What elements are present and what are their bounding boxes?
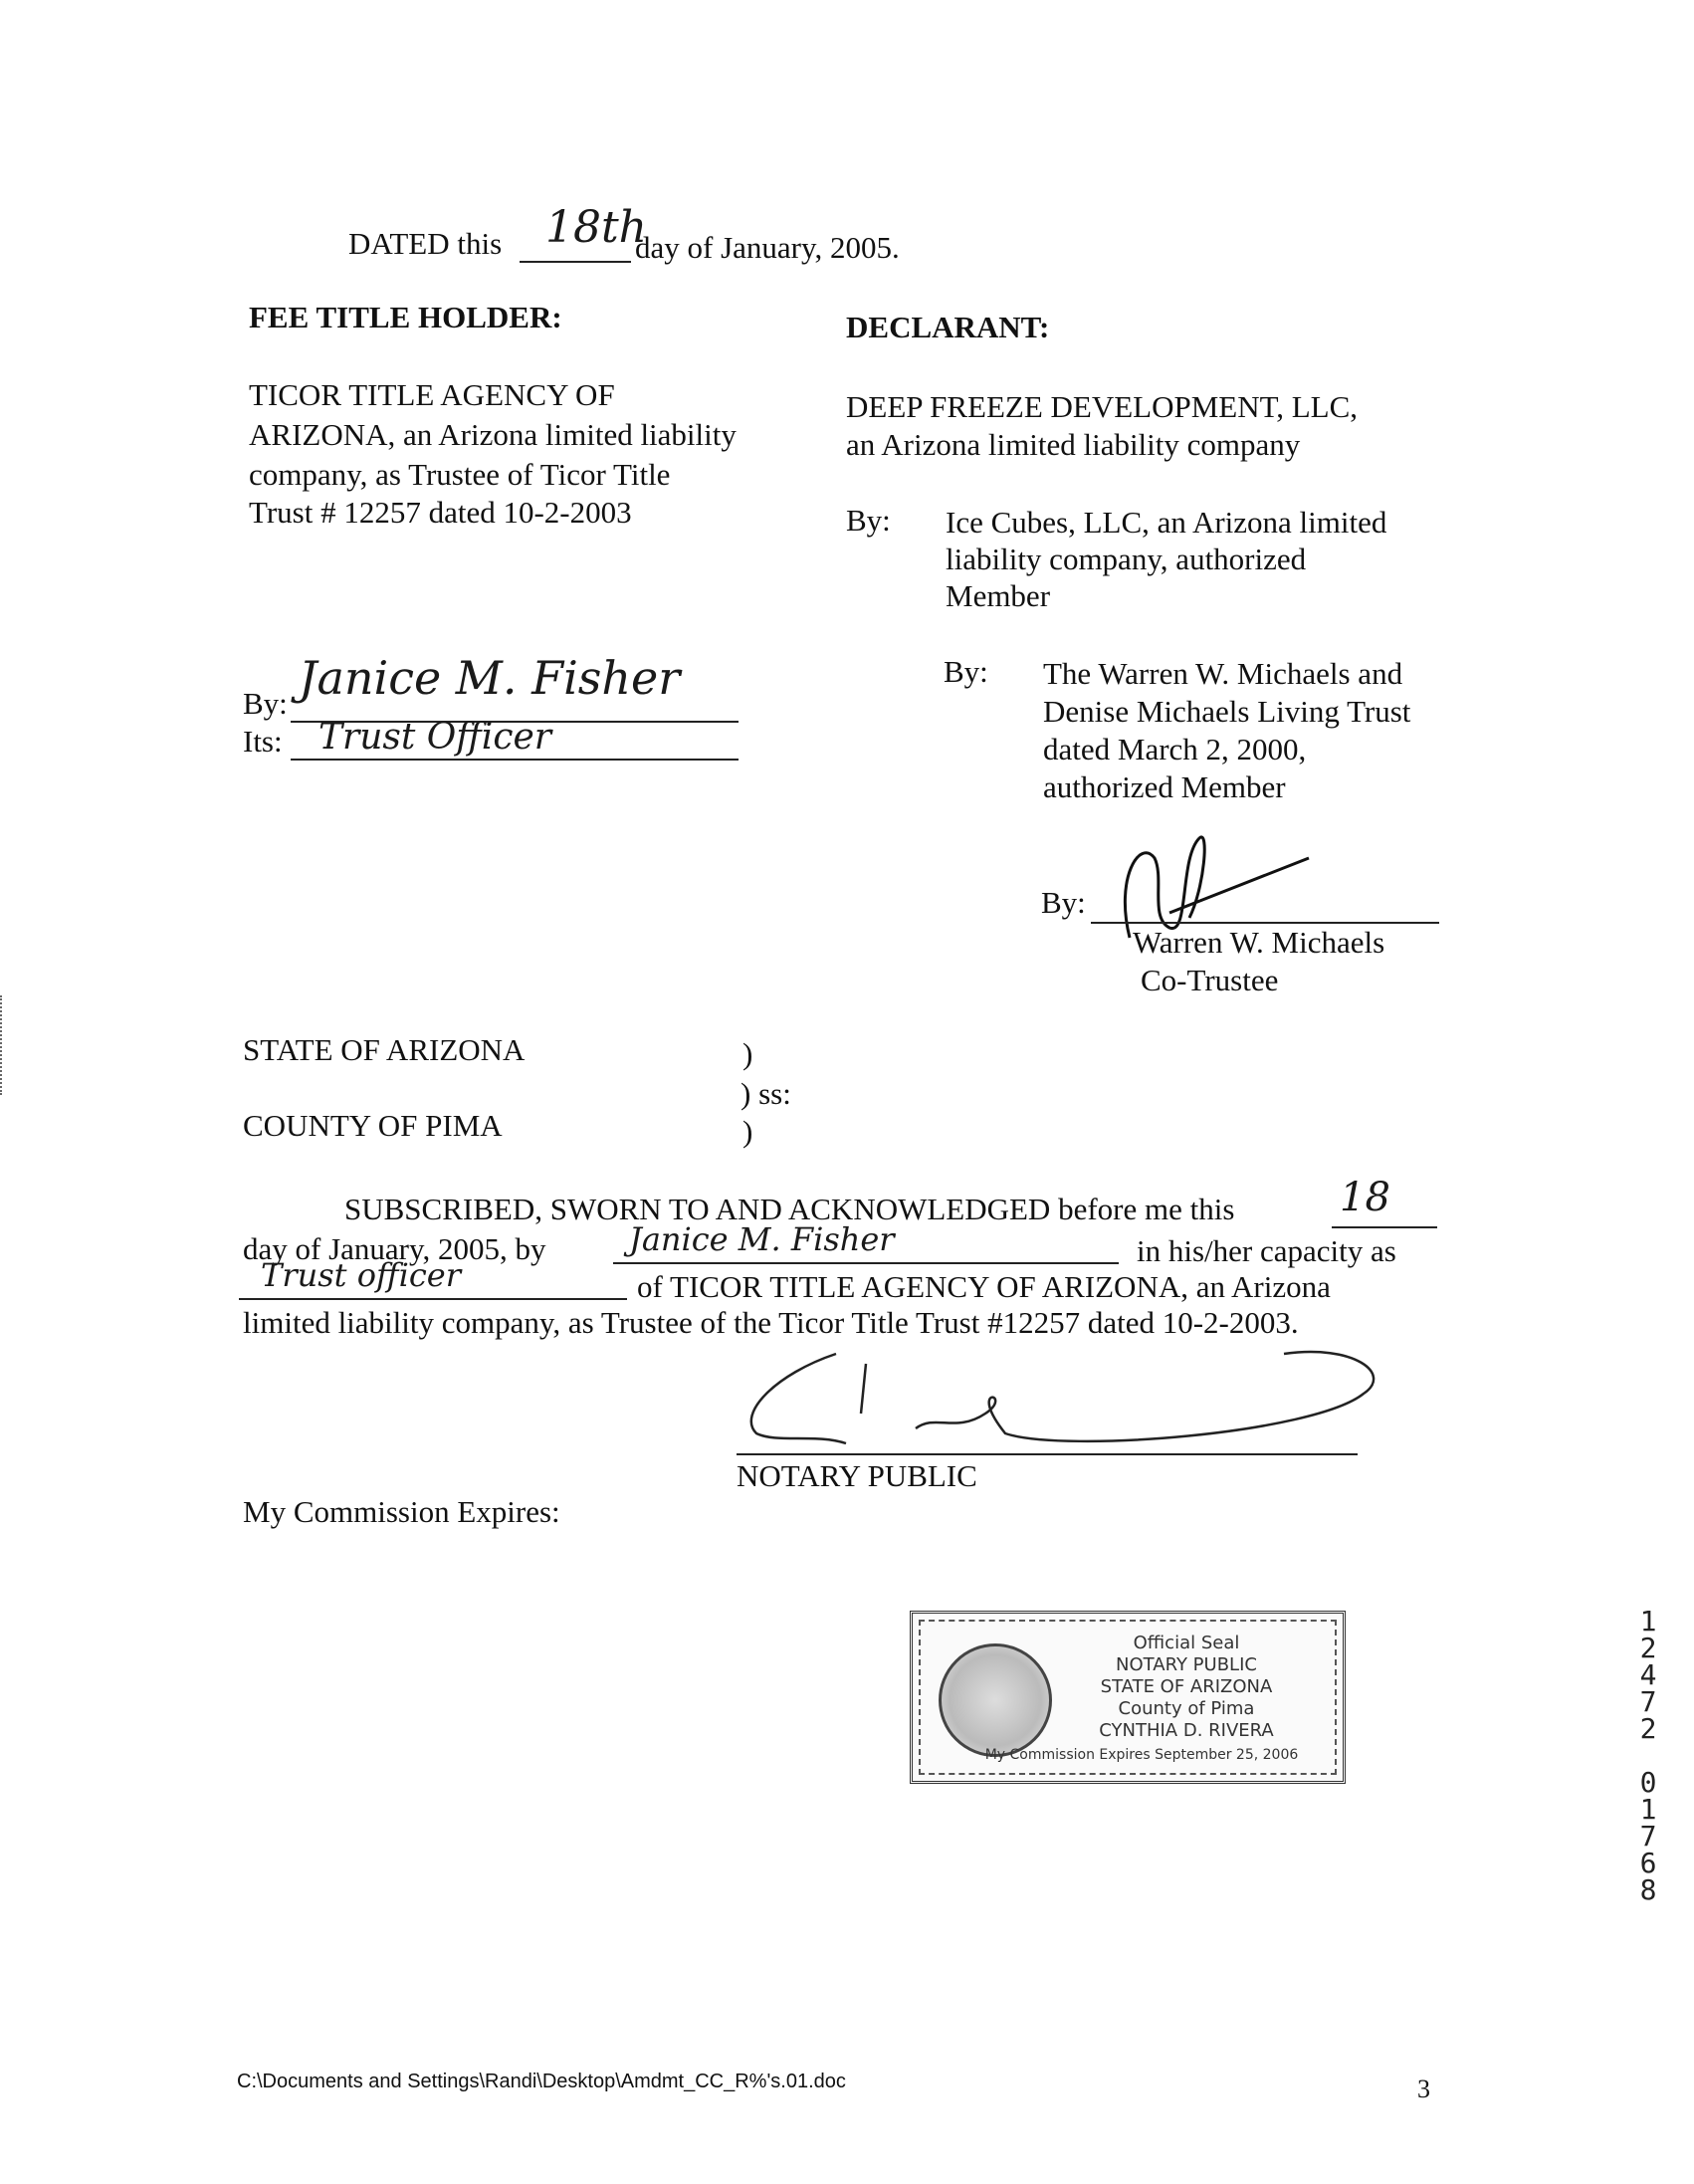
- ack-day-underline: [1332, 1226, 1437, 1228]
- ack-line-2-suffix: in his/her capacity as: [1137, 1233, 1396, 1268]
- right-line-1: DEEP FREEZE DEVELOPMENT, LLC,: [846, 389, 1359, 424]
- venue-paren-3: ): [742, 1114, 753, 1149]
- right-by2-line-2: Denise Michaels Living Trust: [1043, 694, 1411, 729]
- dated-day-underline: [520, 261, 631, 263]
- right-by1-line-2: liability company, authorized: [946, 542, 1307, 576]
- notary-signature: [717, 1334, 1393, 1463]
- left-by-signature: Janice M. Fisher: [299, 651, 681, 705]
- right-by2-line-4: authorized Member: [1043, 769, 1286, 804]
- ack-line-2-prefix: day of January, 2005, by: [243, 1231, 546, 1266]
- left-by-label: By:: [243, 686, 288, 721]
- ack-title-underline: [239, 1298, 627, 1300]
- ack-day-handwritten: 18: [1340, 1175, 1390, 1220]
- left-its-label: Its:: [243, 724, 283, 759]
- right-by1-label: By:: [846, 503, 891, 538]
- arizona-state-seal-icon: [939, 1643, 1052, 1757]
- footer-file-path: C:\Documents and Settings\Randi\Desktop\Amdmt_CC_R%'s.01.doc: [237, 2071, 846, 2092]
- seal-line-2: NOTARY PUBLIC: [1116, 1654, 1257, 1675]
- venue-county: COUNTY OF PIMA: [243, 1108, 503, 1143]
- right-by3-label: By:: [1041, 885, 1086, 920]
- left-its-handwritten: Trust Officer: [318, 717, 551, 758]
- left-line-1: TICOR TITLE AGENCY OF: [249, 377, 615, 412]
- footer-page-number: 3: [1417, 2075, 1430, 2103]
- dated-day-handwritten: 18th: [545, 202, 648, 253]
- declarant-heading: DECLARANT:: [846, 310, 1050, 344]
- ack-line-3-suffix: of TICOR TITLE AGENCY OF ARIZONA, an Arizona: [637, 1269, 1331, 1304]
- right-by1-line-3: Member: [946, 578, 1051, 613]
- dated-suffix: day of January, 2005.: [635, 230, 900, 265]
- right-by1-line-1: Ice Cubes, LLC, an Arizona limited: [946, 505, 1387, 540]
- ack-name-underline: [613, 1262, 1119, 1264]
- ack-line-4: limited liability company, as Trustee of the Ticor Title Trust #12257 dated 10-2-2003.: [243, 1305, 1299, 1340]
- notary-public-label: NOTARY PUBLIC: [737, 1458, 977, 1493]
- left-line-3: company, as Trustee of Ticor Title: [249, 457, 671, 492]
- right-by2-label: By:: [944, 654, 988, 689]
- venue-paren-1: ): [742, 1036, 753, 1071]
- signer-title: Co-Trustee: [1141, 963, 1279, 997]
- bates-number: 1 2 4 7 2 0 1 7 6 8: [1639, 1605, 1657, 1906]
- right-by2-line-1: The Warren W. Michaels and: [1043, 656, 1403, 691]
- right-by2-line-3: dated March 2, 2000,: [1043, 732, 1307, 766]
- notary-seal-stamp: [910, 1611, 1346, 1784]
- seal-line-5: CYNTHIA D. RIVERA: [1099, 1720, 1274, 1741]
- ack-line-1-prefix: SUBSCRIBED, SWORN TO AND ACKNOWLEDGED before me this: [344, 1192, 1235, 1226]
- dated-prefix: DATED this: [348, 226, 503, 261]
- seal-line-4: County of Pima: [1118, 1698, 1255, 1719]
- seal-line-3: STATE OF ARIZONA: [1100, 1676, 1273, 1697]
- fee-title-holder-heading: FEE TITLE HOLDER:: [249, 300, 562, 334]
- left-line-4: Trust # 12257 dated 10-2-2003: [249, 495, 632, 530]
- commission-expires: My Commission Expires:: [243, 1494, 560, 1529]
- left-line-2: ARIZONA, an Arizona limited liability: [249, 417, 737, 452]
- ack-name-handwritten: Janice M. Fisher: [629, 1220, 895, 1258]
- seal-line-1: Official Seal: [1133, 1633, 1240, 1653]
- signer-name: Warren W. Michaels: [1133, 925, 1385, 960]
- right-line-2: an Arizona limited liability company: [846, 427, 1301, 462]
- ack-title-handwritten: Trust officer: [261, 1256, 462, 1294]
- seal-line-6: My Commission Expires September 25, 2006: [984, 1747, 1299, 1763]
- venue-state: STATE OF ARIZONA: [243, 1032, 526, 1067]
- notary-underline: [737, 1453, 1358, 1455]
- scan-margin-marks: [0, 995, 6, 1095]
- left-its-underline: [291, 759, 739, 761]
- venue-ss: ) ss:: [741, 1076, 791, 1111]
